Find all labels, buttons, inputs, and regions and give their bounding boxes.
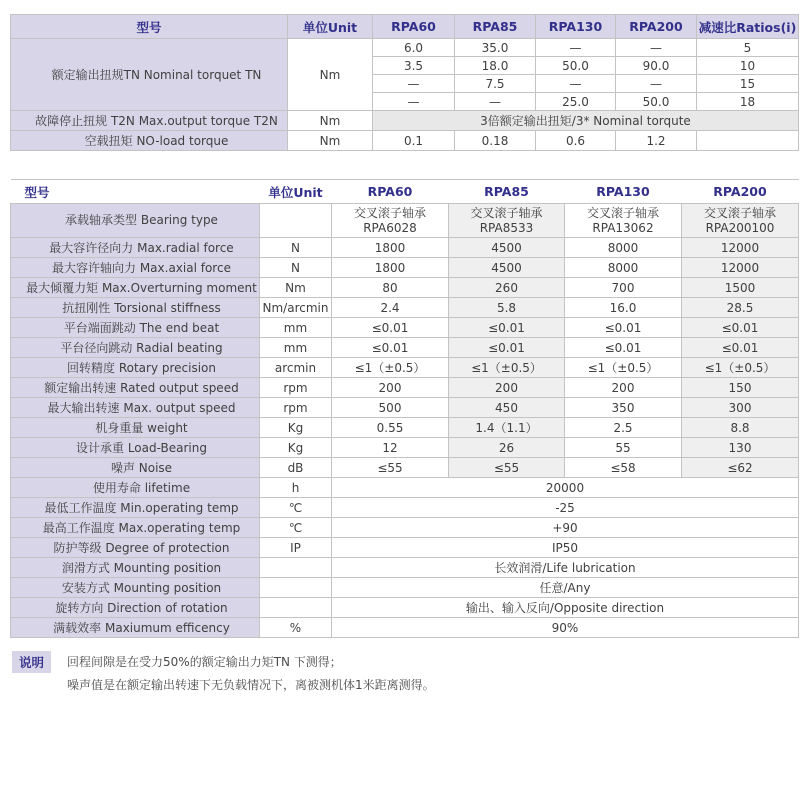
value-cell: 8.8 — [682, 418, 799, 438]
unit-cell: mm — [260, 338, 332, 358]
table-row — [11, 618, 799, 638]
value-cell: 0.55 — [332, 418, 449, 438]
unit-cell: arcmin — [260, 358, 332, 378]
value-cell: ≤0.01 — [682, 338, 799, 358]
value-cell: +90 — [332, 518, 799, 538]
row-label: 旋转方向 Direction of rotation — [11, 598, 260, 618]
row-label: 最高工作温度 Max.operating temp — [11, 518, 260, 538]
table-row — [11, 358, 799, 378]
value-cell: — — [536, 75, 616, 93]
table-row — [11, 458, 799, 478]
column-header: RPA200 — [682, 180, 799, 204]
value-cell: 10 — [697, 57, 799, 75]
row-label: 抗扭刚性 Torsional stiffness — [11, 298, 260, 318]
table-row — [11, 39, 799, 57]
column-header: RPA85 — [449, 180, 565, 204]
table-row — [11, 438, 799, 458]
value-cell: 1800 — [332, 258, 449, 278]
value-cell: 4500 — [449, 258, 565, 278]
value-cell: 20000 — [332, 478, 799, 498]
torque-spec-table — [10, 14, 799, 151]
value-cell: 350 — [565, 398, 682, 418]
row-label: 额定输出转速 Rated output speed — [11, 378, 260, 398]
value-cell: 80 — [332, 278, 449, 298]
unit-cell — [260, 598, 332, 618]
row-label: 承载轴承类型 Bearing type — [11, 204, 260, 238]
value-cell: 4500 — [449, 238, 565, 258]
note-line-2: 噪声值是在额定输出转速下无负载情况下，离被测机体1米距离测得。 — [67, 677, 435, 692]
row-label: 平台端面跳动 The end beat — [11, 318, 260, 338]
value-cell: 输出、输入反向/Opposite direction — [332, 598, 799, 618]
value-cell: 7.5 — [455, 75, 536, 93]
value-cell: 28.5 — [682, 298, 799, 318]
value-cell: ≤0.01 — [565, 318, 682, 338]
unit-cell: h — [260, 478, 332, 498]
unit-cell: ℃ — [260, 518, 332, 538]
value-cell — [697, 131, 799, 151]
table-row — [11, 498, 799, 518]
unit-cell: rpm — [260, 398, 332, 418]
value-cell: — — [455, 93, 536, 111]
value-cell: 90.0 — [616, 57, 697, 75]
value-cell: 50.0 — [536, 57, 616, 75]
value-cell: 交叉滚子轴承 RPA13062 — [565, 204, 682, 238]
value-cell: ≤1（±0.5） — [682, 358, 799, 378]
row-label: 最大输出转速 Max. output speed — [11, 398, 260, 418]
column-header: 单位Unit — [288, 15, 373, 39]
value-cell: ≤1（±0.5） — [449, 358, 565, 378]
column-header: RPA200 — [616, 15, 697, 39]
unit-cell: Nm — [288, 111, 373, 131]
value-cell: 200 — [449, 378, 565, 398]
value-cell: 500 — [332, 398, 449, 418]
value-cell: — — [373, 75, 455, 93]
value-cell: ≤55 — [449, 458, 565, 478]
table-row — [11, 378, 799, 398]
unit-cell: Nm — [260, 278, 332, 298]
table-row — [11, 478, 799, 498]
value-cell: 2.5 — [565, 418, 682, 438]
unit-cell: dB — [260, 458, 332, 478]
value-cell: 130 — [682, 438, 799, 458]
value-cell: 2.4 — [332, 298, 449, 318]
value-cell: ≤0.01 — [449, 338, 565, 358]
value-cell: 18.0 — [455, 57, 536, 75]
unit-cell — [260, 204, 332, 238]
value-cell: 150 — [682, 378, 799, 398]
unit-cell: Nm — [288, 39, 373, 111]
value-cell: 交叉滚子轴承 RPA8533 — [449, 204, 565, 238]
value-cell: 200 — [565, 378, 682, 398]
value-cell: ≤62 — [682, 458, 799, 478]
value-cell: ≤0.01 — [332, 338, 449, 358]
row-label: 空载扭矩 NO-load torque — [11, 131, 288, 151]
value-cell: ≤58 — [565, 458, 682, 478]
row-label: 满载效率 Maxiumum efficency — [11, 618, 260, 638]
column-header: 型号 — [11, 15, 288, 39]
row-label: 故障停止扭规 T2N Max.output torque T2N — [11, 111, 288, 131]
row-label: 最低工作温度 Min.operating temp — [11, 498, 260, 518]
row-label: 回转精度 Rotary precision — [11, 358, 260, 378]
column-header: RPA130 — [536, 15, 616, 39]
unit-cell: N — [260, 258, 332, 278]
unit-cell: Nm/arcmin — [260, 298, 332, 318]
note-text — [67, 651, 435, 697]
value-cell: 90% — [332, 618, 799, 638]
value-cell: 300 — [682, 398, 799, 418]
column-header: RPA60 — [332, 180, 449, 204]
unit-cell: N — [260, 238, 332, 258]
value-cell: 0.1 — [373, 131, 455, 151]
row-label: 设计承重 Load-Bearing — [11, 438, 260, 458]
table-row — [11, 338, 799, 358]
value-cell: — — [536, 39, 616, 57]
value-cell: 50.0 — [616, 93, 697, 111]
unit-cell: mm — [260, 318, 332, 338]
value-cell: IP50 — [332, 538, 799, 558]
value-cell: 12000 — [682, 258, 799, 278]
value-cell: 1800 — [332, 238, 449, 258]
value-cell: 12 — [332, 438, 449, 458]
value-cell: 8000 — [565, 238, 682, 258]
torque-table-header-row — [11, 15, 799, 39]
row-label: 最大容许径向力 Max.radial force — [11, 238, 260, 258]
value-cell: 任意/Any — [332, 578, 799, 598]
value-cell: — — [616, 75, 697, 93]
row-label: 使用寿命 lifetime — [11, 478, 260, 498]
table-row — [11, 111, 799, 131]
note-badge: 说明 — [12, 651, 51, 673]
value-cell: 交叉滚子轴承 RPA200100 — [682, 204, 799, 238]
row-label: 安装方式 Mounting position — [11, 578, 260, 598]
table-row — [11, 238, 799, 258]
table-row — [11, 318, 799, 338]
column-header: RPA130 — [565, 180, 682, 204]
value-cell: ≤0.01 — [682, 318, 799, 338]
value-cell: 25.0 — [536, 93, 616, 111]
value-cell: — — [373, 93, 455, 111]
table-row — [11, 518, 799, 538]
unit-cell: rpm — [260, 378, 332, 398]
table-row — [11, 418, 799, 438]
value-cell: 3倍额定输出扭矩/3* Nominal torqute — [373, 111, 799, 131]
unit-cell: Kg — [260, 418, 332, 438]
value-cell: 交叉滚子轴承 RPA6028 — [332, 204, 449, 238]
value-cell: 1500 — [682, 278, 799, 298]
row-label: 防护等级 Degree of protection — [11, 538, 260, 558]
unit-cell: % — [260, 618, 332, 638]
table-row — [11, 298, 799, 318]
value-cell: 450 — [449, 398, 565, 418]
column-header: 型号 — [11, 180, 260, 204]
value-cell: 55 — [565, 438, 682, 458]
value-cell: ≤1（±0.5） — [332, 358, 449, 378]
value-cell: 1.4（1.1） — [449, 418, 565, 438]
row-label: 润滑方式 Mounting position — [11, 558, 260, 578]
table-row — [11, 258, 799, 278]
unit-cell — [260, 558, 332, 578]
table-row — [11, 131, 799, 151]
column-header: RPA85 — [455, 15, 536, 39]
table-row — [11, 598, 799, 618]
value-cell: — — [616, 39, 697, 57]
value-cell: ≤0.01 — [565, 338, 682, 358]
value-cell: 700 — [565, 278, 682, 298]
value-cell: 1.2 — [616, 131, 697, 151]
note-line-1: 回程间隙是在受力50%的额定输出力矩TN 下测得； — [67, 655, 342, 669]
unit-cell: Kg — [260, 438, 332, 458]
performance-spec-table — [10, 179, 799, 638]
value-cell: 6.0 — [373, 39, 455, 57]
value-cell: ≤55 — [332, 458, 449, 478]
value-cell: 3.5 — [373, 57, 455, 75]
value-cell: ≤0.01 — [449, 318, 565, 338]
value-cell: 35.0 — [455, 39, 536, 57]
row-label: 最大倾覆力矩 Max.Overturning moment — [11, 278, 260, 298]
value-cell: 12000 — [682, 238, 799, 258]
unit-cell: Nm — [288, 131, 373, 151]
value-cell: 200 — [332, 378, 449, 398]
value-cell: 长效润滑/Life lubrication — [332, 558, 799, 578]
performance-table-header-row — [11, 180, 799, 204]
column-header: 减速比Ratios(i) — [697, 15, 799, 39]
row-label: 最大容许轴向力 Max.axial force — [11, 258, 260, 278]
table-row — [11, 578, 799, 598]
value-cell: 18 — [697, 93, 799, 111]
table-row — [11, 398, 799, 418]
value-cell: 0.18 — [455, 131, 536, 151]
value-cell: -25 — [332, 498, 799, 518]
value-cell: 16.0 — [565, 298, 682, 318]
table-row — [11, 204, 799, 238]
column-header: 单位Unit — [260, 180, 332, 204]
value-cell: 5.8 — [449, 298, 565, 318]
footnote — [12, 651, 800, 697]
row-label: 额定输出扭规TN Nominal torquet TN — [11, 39, 288, 111]
row-label: 平台径向跳动 Radial beating — [11, 338, 260, 358]
value-cell: ≤0.01 — [332, 318, 449, 338]
table-row — [11, 278, 799, 298]
unit-cell: ℃ — [260, 498, 332, 518]
unit-cell — [260, 578, 332, 598]
unit-cell: IP — [260, 538, 332, 558]
column-header: RPA60 — [373, 15, 455, 39]
value-cell: ≤1（±0.5） — [565, 358, 682, 378]
table-row — [11, 558, 799, 578]
value-cell: 5 — [697, 39, 799, 57]
value-cell: 8000 — [565, 258, 682, 278]
row-label: 机身重量 weight — [11, 418, 260, 438]
value-cell: 0.6 — [536, 131, 616, 151]
value-cell: 260 — [449, 278, 565, 298]
value-cell: 26 — [449, 438, 565, 458]
value-cell: 15 — [697, 75, 799, 93]
table-row — [11, 538, 799, 558]
row-label: 噪声 Noise — [11, 458, 260, 478]
